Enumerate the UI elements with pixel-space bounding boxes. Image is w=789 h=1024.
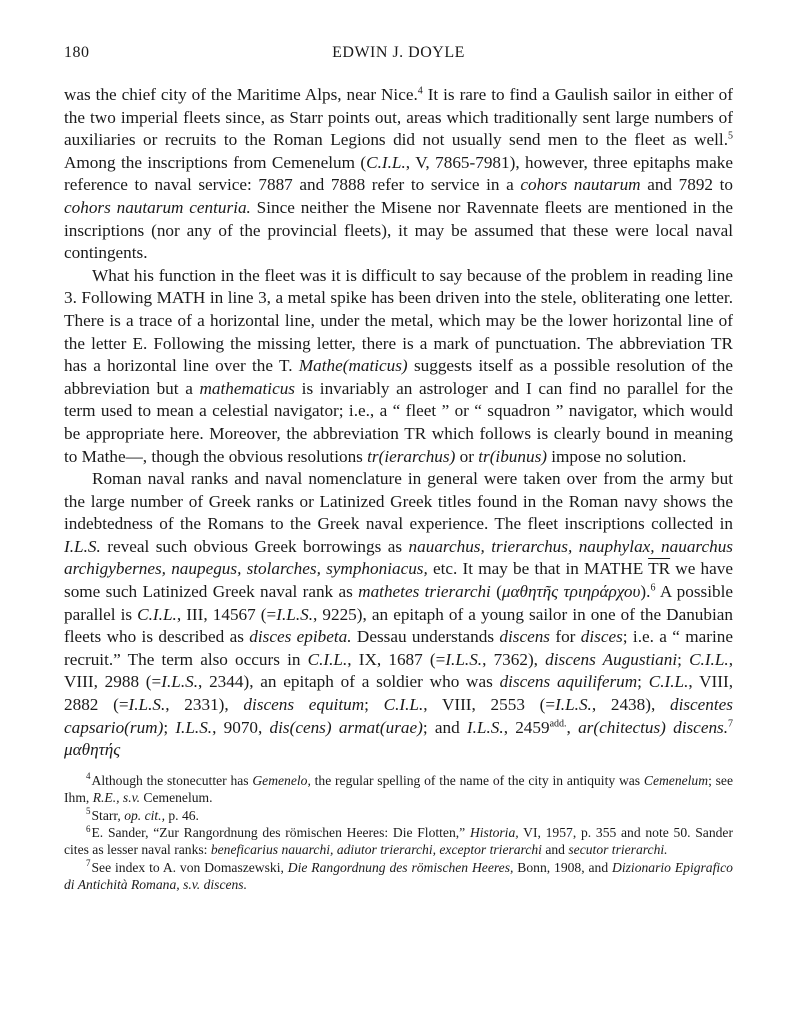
text-run: A possible parallel is (64, 582, 733, 624)
footnote-number: 4 (86, 771, 91, 782)
running-head (64, 44, 733, 70)
latin-term: disces (580, 627, 623, 647)
footnote-number: 7 (86, 858, 91, 869)
latin-term: discens (499, 627, 550, 647)
latin-term: discentes capsario(rum) (64, 695, 733, 737)
footnote-ref-4: 4 (417, 85, 423, 97)
text-run: impose no solution. (546, 446, 687, 466)
footnote-number: 5 (86, 806, 91, 817)
citation: Die Rangordnung des römischen Heeres, (287, 859, 514, 875)
text-run: for (550, 627, 581, 647)
citation: I.L.S. (466, 717, 504, 737)
text-run: , 9225), an epitaph of a young sailor in one of the Danubian fleets who is described as (64, 604, 733, 647)
page-number: 180 (64, 44, 90, 61)
text-run: What his function in the fleet was it is difficult to say because of the problem in reading line 3. Following MATH in line 3, a metal spike has been driven into the stele, obliterating one letter. There is a trace of a horizontal line, under the metal, which may be the lower horizontal line of the letter E. Following the missing letter, there is a mark of punctuation. The abbreviation TR has a horizontal line over the T. (64, 265, 733, 376)
citation: I.L.S. (161, 672, 199, 692)
citation: C.I.L. (648, 672, 689, 692)
text-run: we have some such Latinized Greek naval rank as (64, 559, 733, 602)
latin-term: dis(cens) armat(urae) (269, 717, 423, 737)
text-run: , 2459 (503, 717, 550, 737)
text-run: VI, 1957, p. 355 and note 50. Sander cites as lesser naval ranks: (64, 825, 733, 858)
citation: op. cit., (124, 807, 165, 823)
text-run: ; and (422, 717, 467, 737)
paragraph-3 (64, 468, 733, 762)
citation: I.L.S. (175, 717, 213, 737)
latin-term: discens Augustiani (545, 649, 678, 669)
latin-term: discens equitum (243, 695, 365, 715)
text-run: , V, 7865-7981), however, three epitaphs make reference to naval service: 7887 and 7888 refer to service in a (64, 152, 733, 195)
text-run: See index to A. von Domaszewski, (91, 859, 288, 875)
text-run: ; (677, 649, 690, 669)
text-run: Among the inscriptions from Cemenelum ( (64, 152, 367, 172)
text-run: , 2438), (591, 695, 670, 715)
text-run: , VIII, 2553 (= (423, 695, 556, 715)
overlined-abbreviation: $\overline{TR}$ (648, 559, 671, 579)
paragraph-2 (64, 265, 733, 468)
latin-term: secutor trierarchi. (568, 842, 668, 858)
text-run: is invariably an astrologer and I can find no parallel for the term used to mean a celestial navigator; i.e., a “ fleet ” or “ squadron ” navigator, which would be appropriate here. Moreover, the abbreviation TR which follows is clearly bound in meaning to Mathe—, though the obvious resolutions (64, 378, 733, 466)
latin-term: Gemenelo, (252, 772, 311, 788)
latin-term: nauarchus, trierarchus, nauphylax, nauarchus archigybernes, naupegus, stolarches, symphoniacus, (64, 536, 733, 579)
text-run: Bonn, 1908, and (513, 859, 613, 875)
footnote-ref-6: 6 (650, 582, 656, 594)
text-run: ; i.e. a “ marine recruit.” The term also occurs in (64, 627, 734, 669)
latin-term: disces epibeta. (249, 627, 352, 647)
footnote-number: 6 (86, 823, 91, 834)
citation: Historia, (469, 825, 519, 841)
text-run: etc. It may be that in MATHE (427, 559, 649, 579)
text-run: Roman naval ranks and naval nomenclature in general were taken over from the army but the large number of Greek ranks or Latinized Greek titles found in the Roman navy shows the indebtedness of the Romans to the Greek naval experience. The fleet inscriptions collected in (64, 469, 733, 534)
citation: I.L.S. (445, 649, 483, 669)
greek-term: μαθητής (64, 740, 121, 760)
text-run: p. 46. (164, 807, 199, 823)
body-text (64, 84, 733, 762)
addenda-mark: add. (549, 717, 567, 729)
text-run: or (455, 446, 479, 466)
text-run: , 2331), (165, 695, 244, 715)
text-run: , 9070, (212, 717, 270, 737)
footnote-ref-7: 7 (728, 717, 734, 729)
latin-term: beneficarius nauarchi, adiutor trierarchi, exceptor trierarchi (210, 842, 542, 858)
latin-term: ar(chitectus) discens. (578, 717, 729, 737)
text-run: the regular spelling of the name of the city in antiquity was (310, 772, 644, 788)
citation: C.I.L. (689, 649, 729, 669)
citation: I.L.S. (64, 536, 101, 556)
text-run: E. Sander, “Zur Rangordnung des römischen Heeres: Die Flotten,” (91, 825, 470, 841)
text-run: ; see Ihm, (64, 772, 733, 806)
greek-term: μαθητῆς τριηράρχου (501, 582, 641, 602)
text-run: ( (490, 582, 502, 602)
latin-term: tr(ierarchus) (367, 446, 456, 466)
text-run: , III, 14567 (= (176, 604, 277, 624)
text-run: Dessau understands (351, 627, 500, 647)
text-run: Since neither the Misene nor Ravennate fleets are mentioned in the inscriptions (nor any of the provincial fleets), it may be assumed that these were local naval contingents. (64, 197, 733, 263)
text-run: ). (640, 582, 651, 602)
latin-term: mathetes trierarchi (358, 582, 491, 602)
text-run: ; (637, 672, 649, 692)
latin-term: discens aquiliferum (499, 672, 638, 692)
text-run: reveal such obvious Greek borrowings as (100, 536, 409, 556)
text-run: was the chief city of the Maritime Alps, near Nice. (64, 85, 418, 104)
latin-term: Cemenelum (643, 772, 709, 788)
citation: C.I.L. (307, 649, 348, 669)
citation: Dizionario Epigrafico di Antichità Romana, s.v. discens. (64, 859, 733, 893)
citation: I.L.S. (128, 695, 166, 715)
running-title: EDWIN J. DOYLE (332, 44, 465, 61)
text-run: It is rare to find a Gaulish sailor in either of the two imperial fleets since, as Starr points out, areas which traditionally sent large numbers of auxiliaries or recruits to the Roman Legions did not usually send men to the fleet as well. (64, 85, 733, 150)
text-run: , VIII, 2988 (= (64, 649, 733, 692)
text-run: , VIII, 2882 (= (64, 672, 734, 715)
citation: C.I.L. (366, 152, 406, 172)
latin-term: Mathe(maticus) (298, 356, 408, 376)
footnote-7 (64, 859, 733, 894)
text-run: , IX, 1687 (= (347, 649, 446, 669)
citation: I.L.S. (276, 604, 314, 624)
text-run: ; (163, 717, 176, 737)
footnote-ref-5: 5 (728, 130, 733, 142)
footnote-6 (64, 824, 733, 859)
footnote-5 (64, 807, 733, 824)
text-run: and (541, 842, 569, 858)
latin-term: tr(ibunus) (478, 446, 547, 466)
text-run: suggests itself as a possible resolution of the abbreviation but a (64, 356, 733, 398)
citation: C.I.L. (137, 604, 177, 624)
text-run: , 7362), (482, 649, 546, 669)
text-run: Starr, (91, 807, 125, 823)
latin-term: mathematicus (199, 378, 295, 398)
text-run: , 2344), an epitaph of a soldier who was (198, 672, 500, 692)
text-run: ; (364, 695, 384, 715)
citation: C.I.L. (383, 695, 424, 715)
text-run: and 7892 to (640, 175, 733, 195)
text-run: Cemenelum. (140, 790, 213, 806)
text-run: , (566, 717, 579, 737)
text-run: Although the stonecutter has (91, 772, 253, 788)
footnote-4 (64, 772, 733, 807)
citation: R.E., s.v. (92, 790, 141, 806)
paragraph-1 (64, 84, 733, 265)
latin-term: cohors nautarum centuria. (64, 197, 251, 217)
citation: I.L.S. (555, 695, 592, 715)
latin-term: cohors nautarum (520, 175, 641, 195)
footnotes (64, 772, 733, 894)
